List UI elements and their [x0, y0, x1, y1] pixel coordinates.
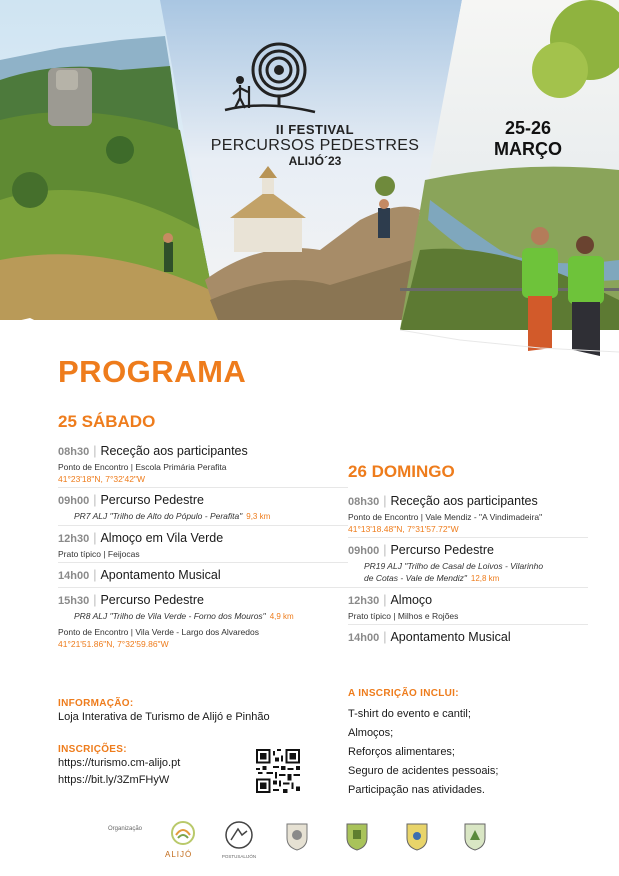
item-trail	[58, 510, 348, 523]
item-activity: Apontamento Musical	[100, 568, 221, 582]
trail-name: de Cotas - Vale de Mendiz"	[364, 573, 467, 583]
item-detail: Ponto de Encontro | Vale Mendiz - "A Vindimadeira"	[348, 512, 543, 522]
information-text: Loja Interativa de Turismo de Alijó e Pinhão	[58, 711, 270, 723]
item-time: 14h00	[58, 570, 90, 582]
festival-place: ALIJÓ´23	[288, 154, 342, 168]
item-activity: Percurso Pedestre	[100, 593, 204, 607]
item-time: 12h30	[348, 595, 380, 607]
festival-logo	[205, 40, 425, 168]
item-activity: Almoço	[390, 593, 433, 607]
includes-item: T-shirt do evento e cantil;	[348, 708, 471, 720]
parish-crest-icon	[462, 820, 488, 852]
registration-includes	[348, 688, 588, 800]
parish-crest-icon	[284, 820, 310, 852]
dates-month: MARÇO	[494, 139, 562, 159]
item-time: 12h30	[58, 533, 90, 545]
item-time: 08h30	[58, 446, 90, 458]
item-activity: Receção aos participantes	[100, 444, 248, 458]
item-coords: 41°21'51.86"N, 7°32'59.86"W	[58, 639, 169, 649]
item-trail-line2	[348, 572, 588, 585]
item-activity: Receção aos participantes	[390, 494, 538, 508]
alijo-logo-icon	[170, 820, 196, 848]
schedule-item: 12h30 | Almoço em Vila Verde Prato típico | Feijocas	[58, 529, 348, 563]
saturday-title: 25 SÁBADO	[58, 412, 156, 431]
schedule-item: 09h00 | Percurso Pedestre PR19 ALJ "Trilho de Casal de Loivos - Vilarinho de Cotas - Vale de Mendiz" 12,8 km	[348, 541, 588, 588]
trail-name: PR7 ALJ "Trilho de Alto do Pópulo - Perafita"	[74, 511, 243, 521]
item-activity: Percurso Pedestre	[390, 543, 494, 557]
festival-dates	[468, 118, 588, 160]
alijo-caption: ALIJÓ	[165, 850, 193, 859]
information-label: INFORMAÇÃO:	[58, 698, 134, 709]
includes-item: Reforços alimentares;	[348, 746, 455, 758]
sunday-schedule	[348, 462, 588, 649]
programa-title: PROGRAMA	[58, 354, 247, 389]
item-detail: Prato típico | Feijocas	[58, 549, 140, 559]
item-detail: Prato típico | Milhos e Rojões	[348, 611, 459, 621]
festival-edition: II FESTIVAL	[275, 122, 355, 137]
qr-code-icon[interactable]	[256, 749, 300, 793]
item-trail-line1: PR19 ALJ "Trilho de Casal de Loivos - Vilarinho	[364, 561, 544, 571]
trail-distance: 4,9 km	[269, 612, 294, 621]
schedule-item: 08h30 | Receção aos participantes Ponto de Encontro | Escola Primária Perafita 41°23'18"N, 7°32'42"W	[58, 442, 348, 488]
dates-days: 25-26	[504, 118, 552, 138]
schedule-item: 09h00 | Percurso Pedestre PR7 ALJ "Trilho de Alto do Pópulo - Perafita" 9,3 km	[58, 491, 348, 526]
item-trail	[58, 610, 348, 623]
sunday-title: 26 DOMINGO	[348, 462, 455, 481]
item-coords: 41°23'18"N, 7°32'42"W	[58, 474, 145, 484]
schedule-item: 14h00 | Apontamento Musical	[348, 630, 511, 644]
item-time: 08h30	[348, 496, 380, 508]
registration-link-2[interactable]: https://bit.ly/3ZmFHyW	[58, 774, 170, 786]
item-activity: Apontamento Musical	[390, 630, 511, 644]
includes-item: Almoços;	[348, 727, 394, 739]
includes-label: A INSCRIÇÃO INCLUI:	[348, 688, 459, 699]
parish-crest-icon	[404, 820, 430, 852]
item-activity: Almoço em Vila Verde	[100, 531, 224, 545]
item-time: 14h00	[348, 632, 380, 644]
item-activity: Percurso Pedestre	[100, 493, 204, 507]
organization-footer	[0, 808, 619, 876]
organization-label: Organização	[108, 826, 143, 832]
item-time: 09h00	[58, 495, 90, 507]
includes-item: Seguro de acidentes pessoais;	[348, 765, 499, 777]
hero-photo-collage	[0, 0, 619, 360]
postus-logo-icon	[224, 820, 254, 850]
hiker-tree-logo-icon	[205, 40, 325, 118]
registration-block	[58, 744, 258, 789]
item-detail: Ponto de Encontro | Vila Verde - Largo dos Alvaredos	[58, 627, 259, 637]
schedule-item: 08h30 | Receção aos participantes Ponto de Encontro | Vale Mendiz - "A Vindimadeira" 41°13'18.48"N, 7°31'57.72"W	[348, 492, 588, 538]
item-detail: Ponto de Encontro | Escola Primária Perafita	[58, 462, 227, 472]
trail-distance: 12,8 km	[470, 574, 500, 583]
item-time: 09h00	[348, 545, 380, 557]
registration-link-1[interactable]: https://turismo.cm-alijo.pt	[58, 757, 181, 769]
includes-item: Participação nas atividades.	[348, 784, 485, 796]
postus-caption: POSTUSALIJÓN	[221, 854, 257, 859]
saturday-schedule	[58, 412, 348, 652]
trail-distance: 9,3 km	[246, 512, 271, 521]
item-coords: 41°13'18.48"N, 7°31'57.72"W	[348, 524, 459, 534]
parish-crest-icon	[344, 820, 370, 852]
item-time: 15h30	[58, 595, 90, 607]
trail-name: PR8 ALJ "Trilho de Vila Verde - Forno dos Mouros"	[74, 611, 266, 621]
information-block	[58, 698, 338, 726]
registration-label: INSCRIÇÕES:	[58, 744, 127, 755]
schedule-item: 15h30 | Percurso Pedestre PR8 ALJ "Trilho de Vila Verde - Forno dos Mouros" 4,9 km Ponto de Encontro | Vila Verde - Largo dos Alvaredos 41°21'51.86"N, 7°32'59.86"W	[58, 591, 348, 650]
festival-name: PERCURSOS PEDESTRES	[210, 137, 420, 154]
schedule-item: 14h00 | Apontamento Musical	[58, 566, 348, 588]
schedule-item: 12h30 | Almoço Prato típico | Milhos e Rojões	[348, 591, 588, 625]
